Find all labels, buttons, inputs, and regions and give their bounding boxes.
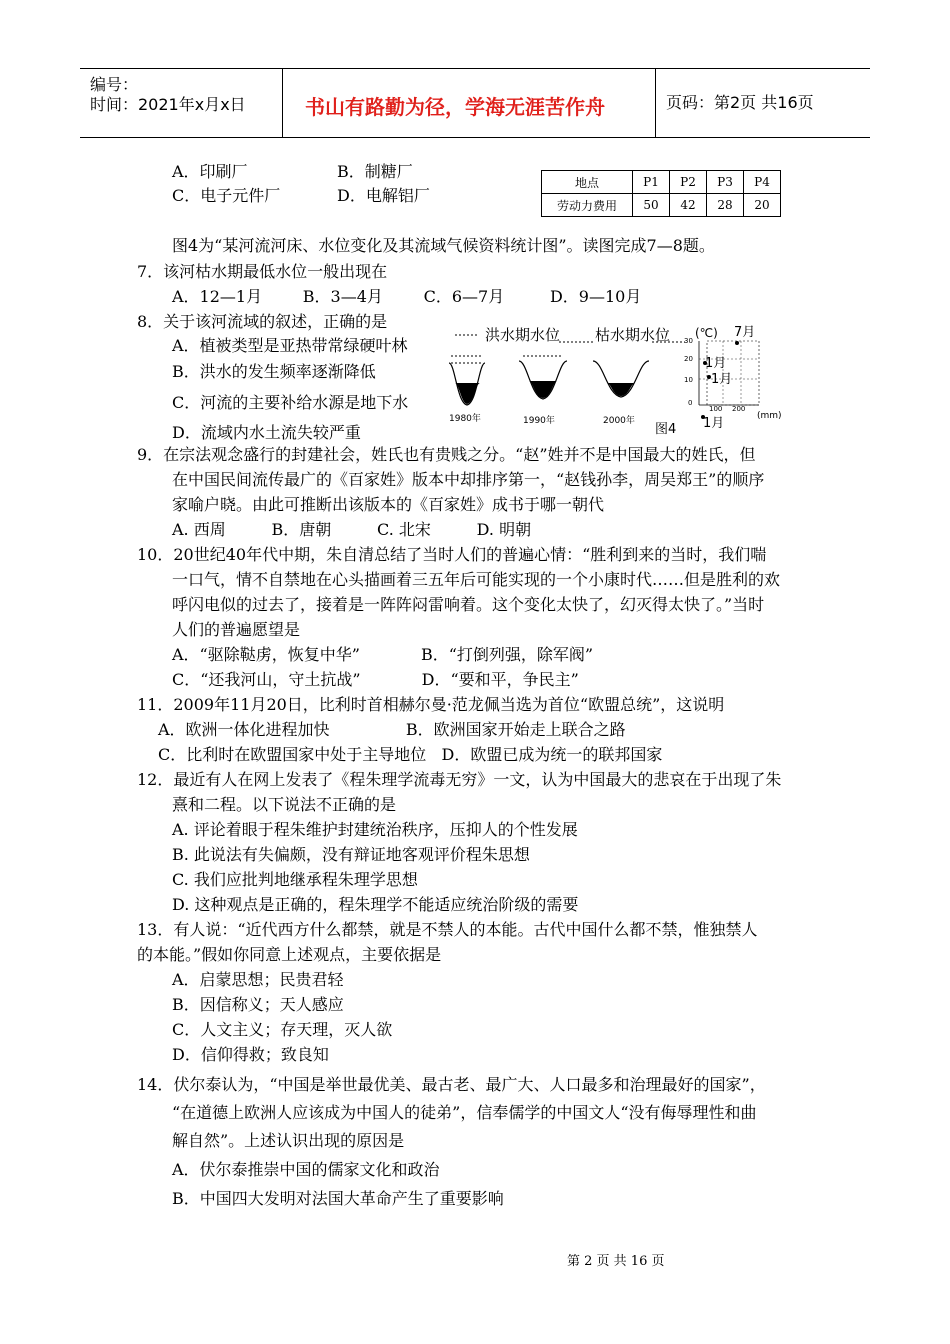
table-row	[542, 194, 781, 217]
year-2000: 2000年	[603, 416, 635, 426]
q12-line-1: 12．最近有人在网上发表了《程朱理学流毒无穷》一文，认为中国最大的悲哀在于出现了朱	[137, 770, 782, 789]
q9-line-2: 在中国民间流传最广的《百家姓》版本中却排序第一，“赵钱孙李，周吴郑王”的顺序	[172, 470, 765, 489]
table-cell: P2	[670, 171, 707, 194]
q8-option-d: D．流域内水土流失较严重	[172, 423, 361, 442]
page-info: 页码：第2页 共16页	[666, 93, 814, 112]
table-cell: 42	[670, 194, 707, 217]
figure-caption: 图4	[655, 422, 677, 437]
q6-option-d: D．电解铝厂	[337, 186, 430, 205]
q12-line-2: 熹和二程。以下说法不正确的是	[172, 795, 397, 814]
time-label: 时间：2021年x月x日	[90, 95, 246, 114]
q12-option-c: C. 我们应批判地继承程朱理学思想	[172, 870, 418, 889]
month-label: 1月	[705, 356, 727, 371]
q9-line-1: 9．在宗法观念盛行的封建社会，姓氏也有贵贱之分。“赵”姓并不是中国最大的姓氏，但	[137, 445, 756, 464]
precip-unit: (mm)	[757, 411, 782, 421]
table-cell: P1	[633, 171, 670, 194]
month-label: 7月	[734, 325, 756, 340]
q14-line-1: 14．伏尔泰认为，“中国是举世最优美、最古老、最广大、人口最多和治理最好的国家”，	[137, 1075, 766, 1094]
q12-option-a: A. 评论着眼于程朱维护封建统治秩序，压抑人的个性发展	[172, 820, 578, 839]
q13-option-b: B．因信称义；天人感应	[172, 995, 344, 1014]
temp-unit: (℃)	[695, 326, 718, 340]
figure-4	[447, 323, 797, 439]
table-cell: 20	[744, 194, 781, 217]
q13-option-a: A．启蒙思想；民贵君轻	[172, 970, 344, 989]
motto: 书山有路勤为径，学海无涯苦作舟	[305, 95, 605, 119]
q13-line-1: 13．有人说：“近代西方什么都禁，就是不禁人的本能。古代中国什么都不禁，惟独禁人	[137, 920, 758, 939]
header-page-cell	[656, 69, 870, 137]
precip-tick: 200	[732, 405, 746, 413]
serial-label: 编号：	[90, 75, 139, 94]
q8-option-a: A．植被类型是亚热带常绿硬叶林	[172, 336, 408, 355]
figure-4-svg	[447, 323, 797, 439]
table-cell: 50	[633, 194, 670, 217]
q7-options: A．12—1月 B．3—4月 C．6—7月 D．9—10月	[172, 287, 642, 306]
table-cell: 28	[707, 194, 744, 217]
table-row	[542, 171, 781, 194]
month-label: 1月	[703, 416, 725, 431]
q14-option-b: B．中国四大发明对法国大革命产生了重要影响	[172, 1189, 504, 1208]
q11-options-cd: C．比利时在欧盟国家中处于主导地位 D．欧盟已成为统一的联邦国家	[158, 745, 663, 764]
q9-line-3: 家喻户晓。由此可推断出该版本的《百家姓》成书于哪一朝代	[172, 495, 605, 514]
q12-option-d: D. 这种观点是正确的，程朱理学不能适应统治阶级的需要	[172, 895, 579, 914]
q10-line-1: 10．20世纪40年代中期，朱自清总结了当时人们的普遍心情：“胜利到来的当时，我们喘	[137, 545, 767, 564]
year-1980: 1980年	[449, 414, 481, 424]
flood-label: 洪水期水位	[485, 326, 561, 344]
q9-options: A. 西周 B．唐朝 C. 北宋 D. 明朝	[172, 520, 532, 539]
q13-option-c: C．人文主义；存天理，灭人欲	[172, 1020, 393, 1039]
table-cell: P4	[744, 171, 781, 194]
q13-option-d: D．信仰得救；致良知	[172, 1045, 329, 1064]
page-footer: 第 2 页 共 16 页	[567, 1254, 665, 1269]
temp-tick: 10	[684, 376, 693, 384]
q7-stem: 7．该河枯水期最低水位一般出现在	[137, 262, 388, 281]
q8-stem: 8．关于该河流域的叙述，正确的是	[137, 312, 388, 331]
precip-tick: 100	[709, 405, 723, 413]
header-meta-cell	[80, 69, 283, 137]
q14-option-a: A．伏尔泰推崇中国的儒家文化和政治	[172, 1160, 440, 1179]
table-cell: P3	[707, 171, 744, 194]
year-1990: 1990年	[523, 416, 555, 426]
q13-line-2: 的本能。”假如你同意上述观点，主要依据是	[137, 945, 442, 964]
q11-stem: 11．2009年11月20日，比利时首相赫尔曼·范龙佩当选为首位“欧盟总统”，这说明	[137, 695, 725, 714]
data-point	[735, 341, 739, 345]
q10-line-3: 呼闪电似的过去了，接着是一阵阵闷雷响着。这个变化太快了，幻灭得太快了。”当时	[172, 595, 765, 614]
temp-tick: 30	[684, 337, 693, 345]
q14-line-3: 解自然”。上述认识出现的原因是	[172, 1131, 405, 1150]
temp-tick: 20	[684, 355, 693, 363]
page-header	[80, 68, 870, 138]
q10-line-4: 人们的普遍愿望是	[172, 620, 301, 639]
q14-line-2: “在道德上欧洲人应该成为中国人的徒弟”，信奉儒学的中国文人“没有侮辱理性和曲	[172, 1103, 757, 1122]
table-cell: 劳动力费用	[542, 194, 633, 217]
q10-options-cd: C．“还我河山，守土抗战” D．“要和平，争民主”	[172, 670, 579, 689]
q10-line-2: 一口气，情不自禁地在心头描画着三五年后可能实现的一个小康时代……但是胜利的欢	[172, 570, 781, 589]
month-label: 1月	[711, 372, 733, 387]
q6-option-c: C．电子元件厂	[172, 186, 281, 205]
temp-tick: 0	[688, 399, 693, 407]
q12-option-b: B. 此说法有失偏颇，没有辩证地客观评价程朱思想	[172, 845, 530, 864]
labor-cost-table	[541, 170, 781, 217]
q8-option-c: C．河流的主要补给水源是地下水	[172, 393, 409, 412]
table-cell: 地点	[542, 171, 633, 194]
dry-label: 枯水期水位	[595, 326, 671, 344]
q8-option-b: B．洪水的发生频率逐渐降低	[172, 362, 376, 381]
figure-intro: 图4为“某河流河床、水位变化及其流域气候资料统计图”。读图完成7—8题。	[172, 236, 715, 255]
header-motto-cell	[283, 69, 656, 137]
q6-option-a: A．印刷厂	[172, 162, 248, 181]
q10-options-ab: A．“驱除鞑虏，恢复中华” B．“打倒列强，除军阀”	[172, 645, 594, 664]
q11-options-ab: A．欧洲一体化进程加快 B．欧洲国家开始走上联合之路	[158, 720, 626, 739]
q6-option-b: B．制糖厂	[337, 162, 413, 181]
